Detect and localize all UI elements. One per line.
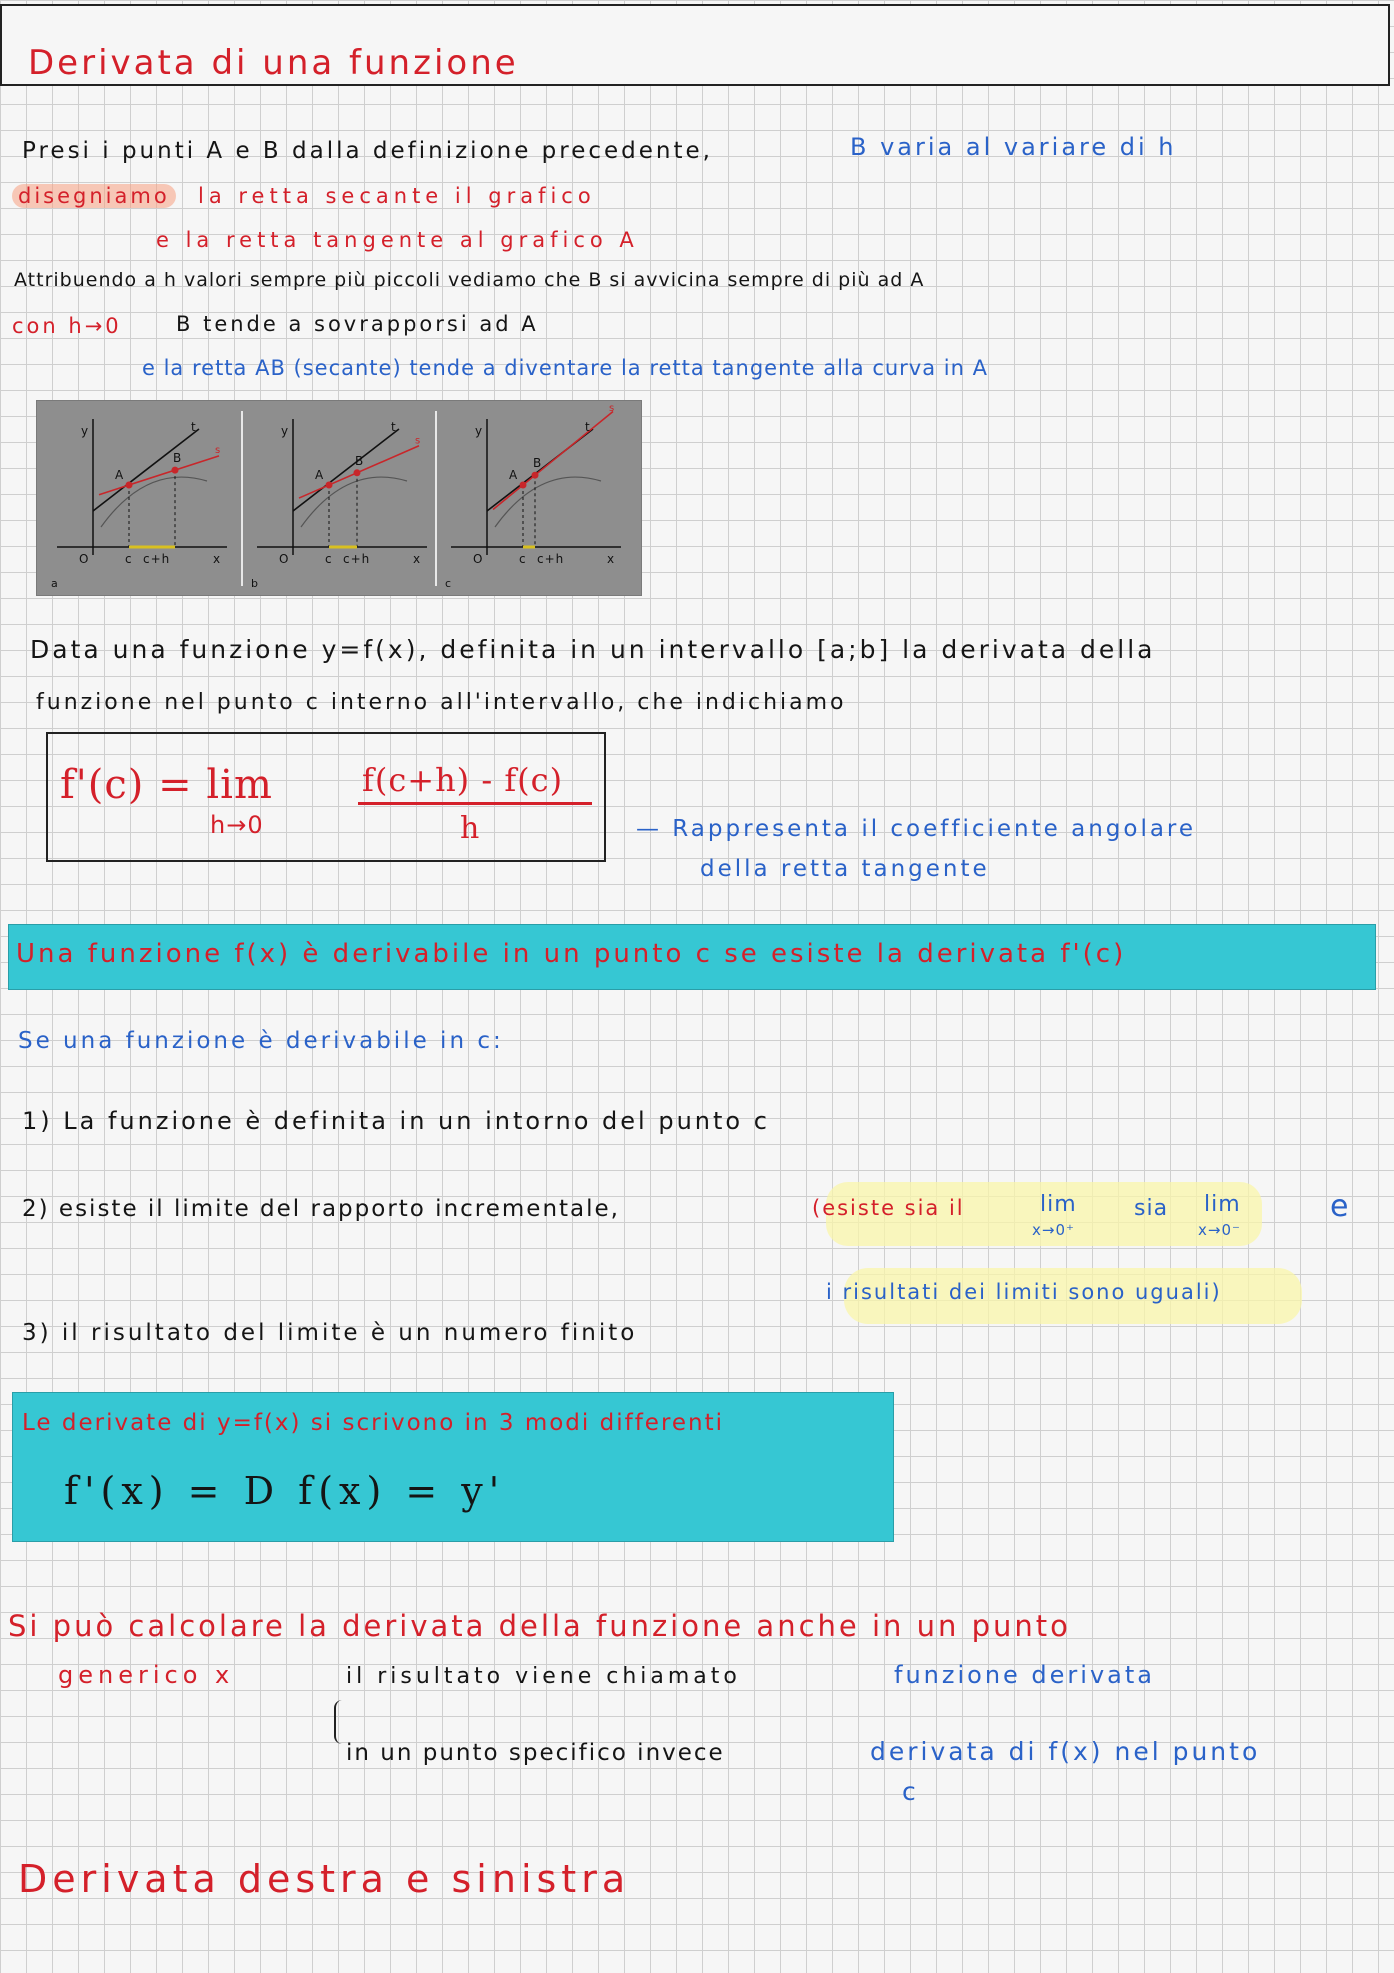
tangent-line xyxy=(293,429,399,511)
formula-note-line2: della retta tangente xyxy=(700,856,990,882)
def-line2: funzione nel punto c interno all'intervallo, che indichiamo xyxy=(36,690,847,715)
c2-lim1-sub: x→0⁺ xyxy=(1032,1221,1075,1239)
point-a xyxy=(326,482,333,489)
function-curve xyxy=(301,477,407,527)
generic-line2c: funzione derivata xyxy=(894,1661,1155,1689)
c2-note-a: (esiste sia il xyxy=(812,1196,965,1220)
c2-e: e xyxy=(1330,1189,1350,1224)
tangent-figure xyxy=(36,400,642,596)
label-ch: c+h xyxy=(537,552,565,566)
label-x: x xyxy=(607,552,616,566)
formula-numerator: f(c+h) - f(c) xyxy=(362,761,564,799)
intro-line1a: Presi i punti A e B dalla definizione precedente, xyxy=(22,138,713,164)
def-line1: Data una funzione y=f(x), definita in un intervallo [a;b] la derivata della xyxy=(30,635,1156,664)
point-a xyxy=(126,482,133,489)
label-a: A xyxy=(509,468,519,482)
label-t: t xyxy=(191,420,197,434)
label-x: x xyxy=(213,552,222,566)
label-b: B xyxy=(355,453,365,468)
derivable-text: Una funzione f(x) è derivabile in un punto c se esiste la derivata f'(c) xyxy=(16,939,1127,969)
label-a: A xyxy=(315,468,325,482)
intro-line3: e la retta tangente al grafico A xyxy=(156,228,639,252)
notation-formula: f'(x) = D f(x) = y' xyxy=(64,1469,506,1513)
formula-lhs: f'(c) = lim xyxy=(60,762,273,808)
c2-sia: sia xyxy=(1134,1196,1169,1221)
label-s: s xyxy=(215,445,222,457)
generic-line2a: generico x xyxy=(58,1661,235,1689)
label-c: c xyxy=(519,552,527,566)
secant-line xyxy=(493,412,613,510)
fraction-bar xyxy=(358,802,592,805)
condition-2: 2) esiste il limite del rapporto incrementale, xyxy=(22,1196,620,1222)
generic-line3c: c xyxy=(902,1777,917,1806)
intro-line2a: disegniamo xyxy=(12,184,176,208)
label-c: c xyxy=(125,552,133,566)
label-ch: c+h xyxy=(143,552,171,566)
label-y: y xyxy=(81,424,90,438)
formula-denominator: h xyxy=(460,811,481,846)
label-a: A xyxy=(115,468,125,482)
label-c: c xyxy=(325,552,333,566)
panel-letter: b xyxy=(251,577,259,590)
intro-line4: Attribuendo a h valori sempre più piccoli vediamo che B si avvicina sempre di più ad A xyxy=(14,269,925,291)
label-b: B xyxy=(173,451,183,466)
label-t: t xyxy=(585,420,591,434)
label-s: s xyxy=(609,402,616,414)
intro-line2b: la retta secante il grafico xyxy=(198,184,596,208)
label-y: y xyxy=(475,424,484,438)
label-b: B xyxy=(533,456,543,471)
label-t: t xyxy=(391,420,397,434)
panel-letter: a xyxy=(51,577,59,590)
label-o: O xyxy=(279,552,290,566)
point-b xyxy=(172,467,179,474)
generic-line1: Si può calcolare la derivata della funzione anche in un punto xyxy=(8,1609,1071,1643)
label-y: y xyxy=(281,424,290,438)
intro-line6: e la retta AB (secante) tende a diventare la retta tangente alla curva in A xyxy=(142,356,988,380)
generic-line3b: derivata di f(x) nel punto xyxy=(870,1737,1261,1766)
label-s: s xyxy=(415,435,422,447)
label-o: O xyxy=(79,552,90,566)
function-curve xyxy=(495,477,601,527)
c2-note-b: i risultati dei limiti sono uguali) xyxy=(826,1280,1222,1304)
formula-note-line1: — Rappresenta il coefficiente angolare xyxy=(636,816,1197,842)
generic-line3a: in un punto specifico invece xyxy=(346,1740,725,1766)
tangent-figure-svg xyxy=(37,401,641,595)
tangent-line xyxy=(93,429,199,511)
intro-line5a: con h→0 xyxy=(12,314,122,338)
point-a xyxy=(520,482,527,489)
notation-title: Le derivate di y=f(x) si scrivono in 3 modi differenti xyxy=(22,1410,725,1436)
page-title: Derivata di una funzione xyxy=(28,43,519,83)
formula-sub: h→0 xyxy=(210,811,264,839)
c2-lim1: lim xyxy=(1040,1192,1077,1217)
panel-letter: c xyxy=(445,577,453,590)
conditions-intro: Se una funzione è derivabile in c: xyxy=(18,1028,504,1054)
generic-line2b: il risultato viene chiamato xyxy=(346,1664,741,1689)
condition-1: 1) La funzione è definita in un intorno del punto c xyxy=(22,1107,770,1135)
intro-line1b: B varia al variare di h xyxy=(850,133,1177,161)
label-ch: c+h xyxy=(343,552,371,566)
label-x: x xyxy=(413,552,422,566)
point-b xyxy=(354,469,361,476)
label-o: O xyxy=(473,552,484,566)
condition-3: 3) il risultato del limite è un numero finito xyxy=(22,1320,638,1346)
function-curve xyxy=(101,477,207,527)
point-b xyxy=(532,472,539,479)
footer-title: Derivata destra e sinistra xyxy=(18,1857,631,1901)
generic-bracket xyxy=(334,1700,342,1744)
c2-lim2: lim xyxy=(1204,1192,1241,1217)
c2-lim2-sub: x→0⁻ xyxy=(1198,1221,1241,1239)
intro-line5b: B tende a sovrapporsi ad A xyxy=(176,312,539,336)
